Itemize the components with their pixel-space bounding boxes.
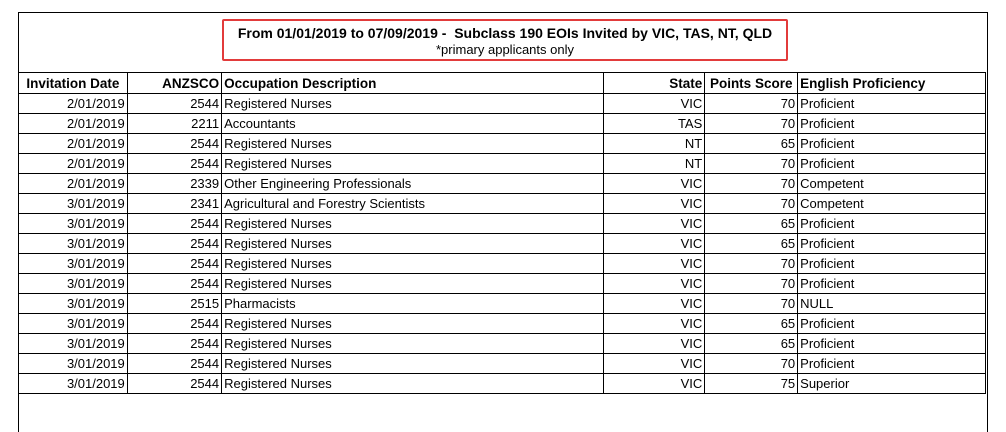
cell-points-score: 70 (705, 254, 798, 274)
cell-invitation-date: 3/01/2019 (19, 254, 128, 274)
table-header-row (19, 73, 986, 94)
cell-invitation-date: 3/01/2019 (19, 314, 128, 334)
cell-points-score: 70 (705, 114, 798, 134)
document-subtitle: *primary applicants only (435, 42, 574, 57)
cell-points-score: 70 (705, 294, 798, 314)
header-state: State (603, 73, 705, 94)
cell-english-proficiency: Superior (798, 374, 986, 394)
cell-invitation-date: 3/01/2019 (19, 214, 128, 234)
eoi-table (18, 72, 986, 394)
cell-state: VIC (603, 174, 705, 194)
cell-occupation: Accountants (222, 114, 603, 134)
cell-anzsco: 2544 (127, 214, 221, 234)
cell-state: TAS (603, 114, 705, 134)
cell-english-proficiency: Proficient (798, 274, 986, 294)
cell-state: VIC (603, 334, 705, 354)
cell-invitation-date: 2/01/2019 (19, 94, 128, 114)
table-row (19, 214, 986, 234)
cell-invitation-date: 2/01/2019 (19, 134, 128, 154)
cell-state: VIC (603, 314, 705, 334)
cell-english-proficiency: Proficient (798, 334, 986, 354)
cell-points-score: 70 (705, 274, 798, 294)
cell-invitation-date: 3/01/2019 (19, 374, 128, 394)
cell-anzsco: 2211 (127, 114, 221, 134)
cell-occupation: Other Engineering Professionals (222, 174, 603, 194)
cell-invitation-date: 3/01/2019 (19, 354, 128, 374)
cell-state: VIC (603, 294, 705, 314)
cell-anzsco: 2341 (127, 194, 221, 214)
cell-occupation: Registered Nurses (222, 374, 603, 394)
cell-anzsco: 2544 (127, 354, 221, 374)
cell-invitation-date: 2/01/2019 (19, 114, 128, 134)
table-row (19, 234, 986, 254)
cell-points-score: 65 (705, 214, 798, 234)
cell-occupation: Agricultural and Forestry Scientists (222, 194, 603, 214)
cell-occupation: Registered Nurses (222, 214, 603, 234)
cell-occupation: Registered Nurses (222, 274, 603, 294)
cell-anzsco: 2544 (127, 94, 221, 114)
table-row (19, 334, 986, 354)
cell-english-proficiency: Proficient (798, 154, 986, 174)
cell-state: VIC (603, 194, 705, 214)
cell-points-score: 65 (705, 134, 798, 154)
cell-state: VIC (603, 274, 705, 294)
cell-invitation-date: 3/01/2019 (19, 294, 128, 314)
cell-english-proficiency: Proficient (798, 114, 986, 134)
cell-anzsco: 2544 (127, 134, 221, 154)
cell-occupation: Registered Nurses (222, 94, 603, 114)
cell-invitation-date: 3/01/2019 (19, 274, 128, 294)
header-anzsco: ANZSCO (127, 73, 221, 94)
header-invitation-date: Invitation Date (19, 73, 128, 94)
cell-state: VIC (603, 214, 705, 234)
header-occupation: Occupation Description (222, 73, 603, 94)
cell-anzsco: 2544 (127, 314, 221, 334)
cell-english-proficiency: Competent (798, 174, 986, 194)
cell-english-proficiency: Proficient (798, 214, 986, 234)
cell-english-proficiency: NULL (798, 294, 986, 314)
cell-english-proficiency: Competent (798, 194, 986, 214)
cell-invitation-date: 3/01/2019 (19, 334, 128, 354)
cell-anzsco: 2544 (127, 374, 221, 394)
table-row (19, 314, 986, 334)
cell-english-proficiency: Proficient (798, 134, 986, 154)
cell-invitation-date: 2/01/2019 (19, 154, 128, 174)
table-row (19, 134, 986, 154)
cell-english-proficiency: Proficient (798, 354, 986, 374)
cell-state: VIC (603, 94, 705, 114)
cell-anzsco: 2544 (127, 254, 221, 274)
cell-invitation-date: 3/01/2019 (19, 194, 128, 214)
cell-anzsco: 2515 (127, 294, 221, 314)
table-row (19, 94, 986, 114)
cell-occupation: Registered Nurses (222, 234, 603, 254)
cell-state: NT (603, 134, 705, 154)
cell-points-score: 70 (705, 174, 798, 194)
cell-english-proficiency: Proficient (798, 234, 986, 254)
cell-occupation: Registered Nurses (222, 354, 603, 374)
cell-english-proficiency: Proficient (798, 94, 986, 114)
table-row (19, 194, 986, 214)
cell-state: VIC (603, 374, 705, 394)
header-points-score: Points Score (705, 73, 798, 94)
cell-english-proficiency: Proficient (798, 254, 986, 274)
document-title: From 01/01/2019 to 07/09/2019 - Subclass 190 EOIs Invited by VIC, TAS, NT, QLD (237, 25, 773, 41)
table-row (19, 114, 986, 134)
cell-anzsco: 2544 (127, 154, 221, 174)
table-row (19, 294, 986, 314)
cell-anzsco: 2544 (127, 274, 221, 294)
cell-occupation: Registered Nurses (222, 254, 603, 274)
cell-points-score: 75 (705, 374, 798, 394)
cell-occupation: Registered Nurses (222, 154, 603, 174)
table-row (19, 274, 986, 294)
cell-occupation: Registered Nurses (222, 334, 603, 354)
cell-occupation: Registered Nurses (222, 134, 603, 154)
cell-anzsco: 2544 (127, 234, 221, 254)
cell-state: VIC (603, 354, 705, 374)
cell-english-proficiency: Proficient (798, 314, 986, 334)
cell-anzsco: 2339 (127, 174, 221, 194)
cell-state: VIC (603, 234, 705, 254)
header-english-proficiency: English Proficiency (798, 73, 986, 94)
cell-state: NT (603, 154, 705, 174)
title-box (222, 19, 788, 61)
table-row (19, 254, 986, 274)
cell-occupation: Pharmacists (222, 294, 603, 314)
cell-anzsco: 2544 (127, 334, 221, 354)
table-row (19, 374, 986, 394)
cell-points-score: 70 (705, 94, 798, 114)
table-row (19, 174, 986, 194)
cell-invitation-date: 2/01/2019 (19, 174, 128, 194)
cell-points-score: 65 (705, 234, 798, 254)
cell-points-score: 65 (705, 314, 798, 334)
cell-occupation: Registered Nurses (222, 314, 603, 334)
cell-points-score: 70 (705, 194, 798, 214)
cell-invitation-date: 3/01/2019 (19, 234, 128, 254)
table-row (19, 154, 986, 174)
cell-points-score: 70 (705, 354, 798, 374)
cell-points-score: 65 (705, 334, 798, 354)
cell-state: VIC (603, 254, 705, 274)
table-row (19, 354, 986, 374)
cell-points-score: 70 (705, 154, 798, 174)
document-page (18, 12, 988, 432)
